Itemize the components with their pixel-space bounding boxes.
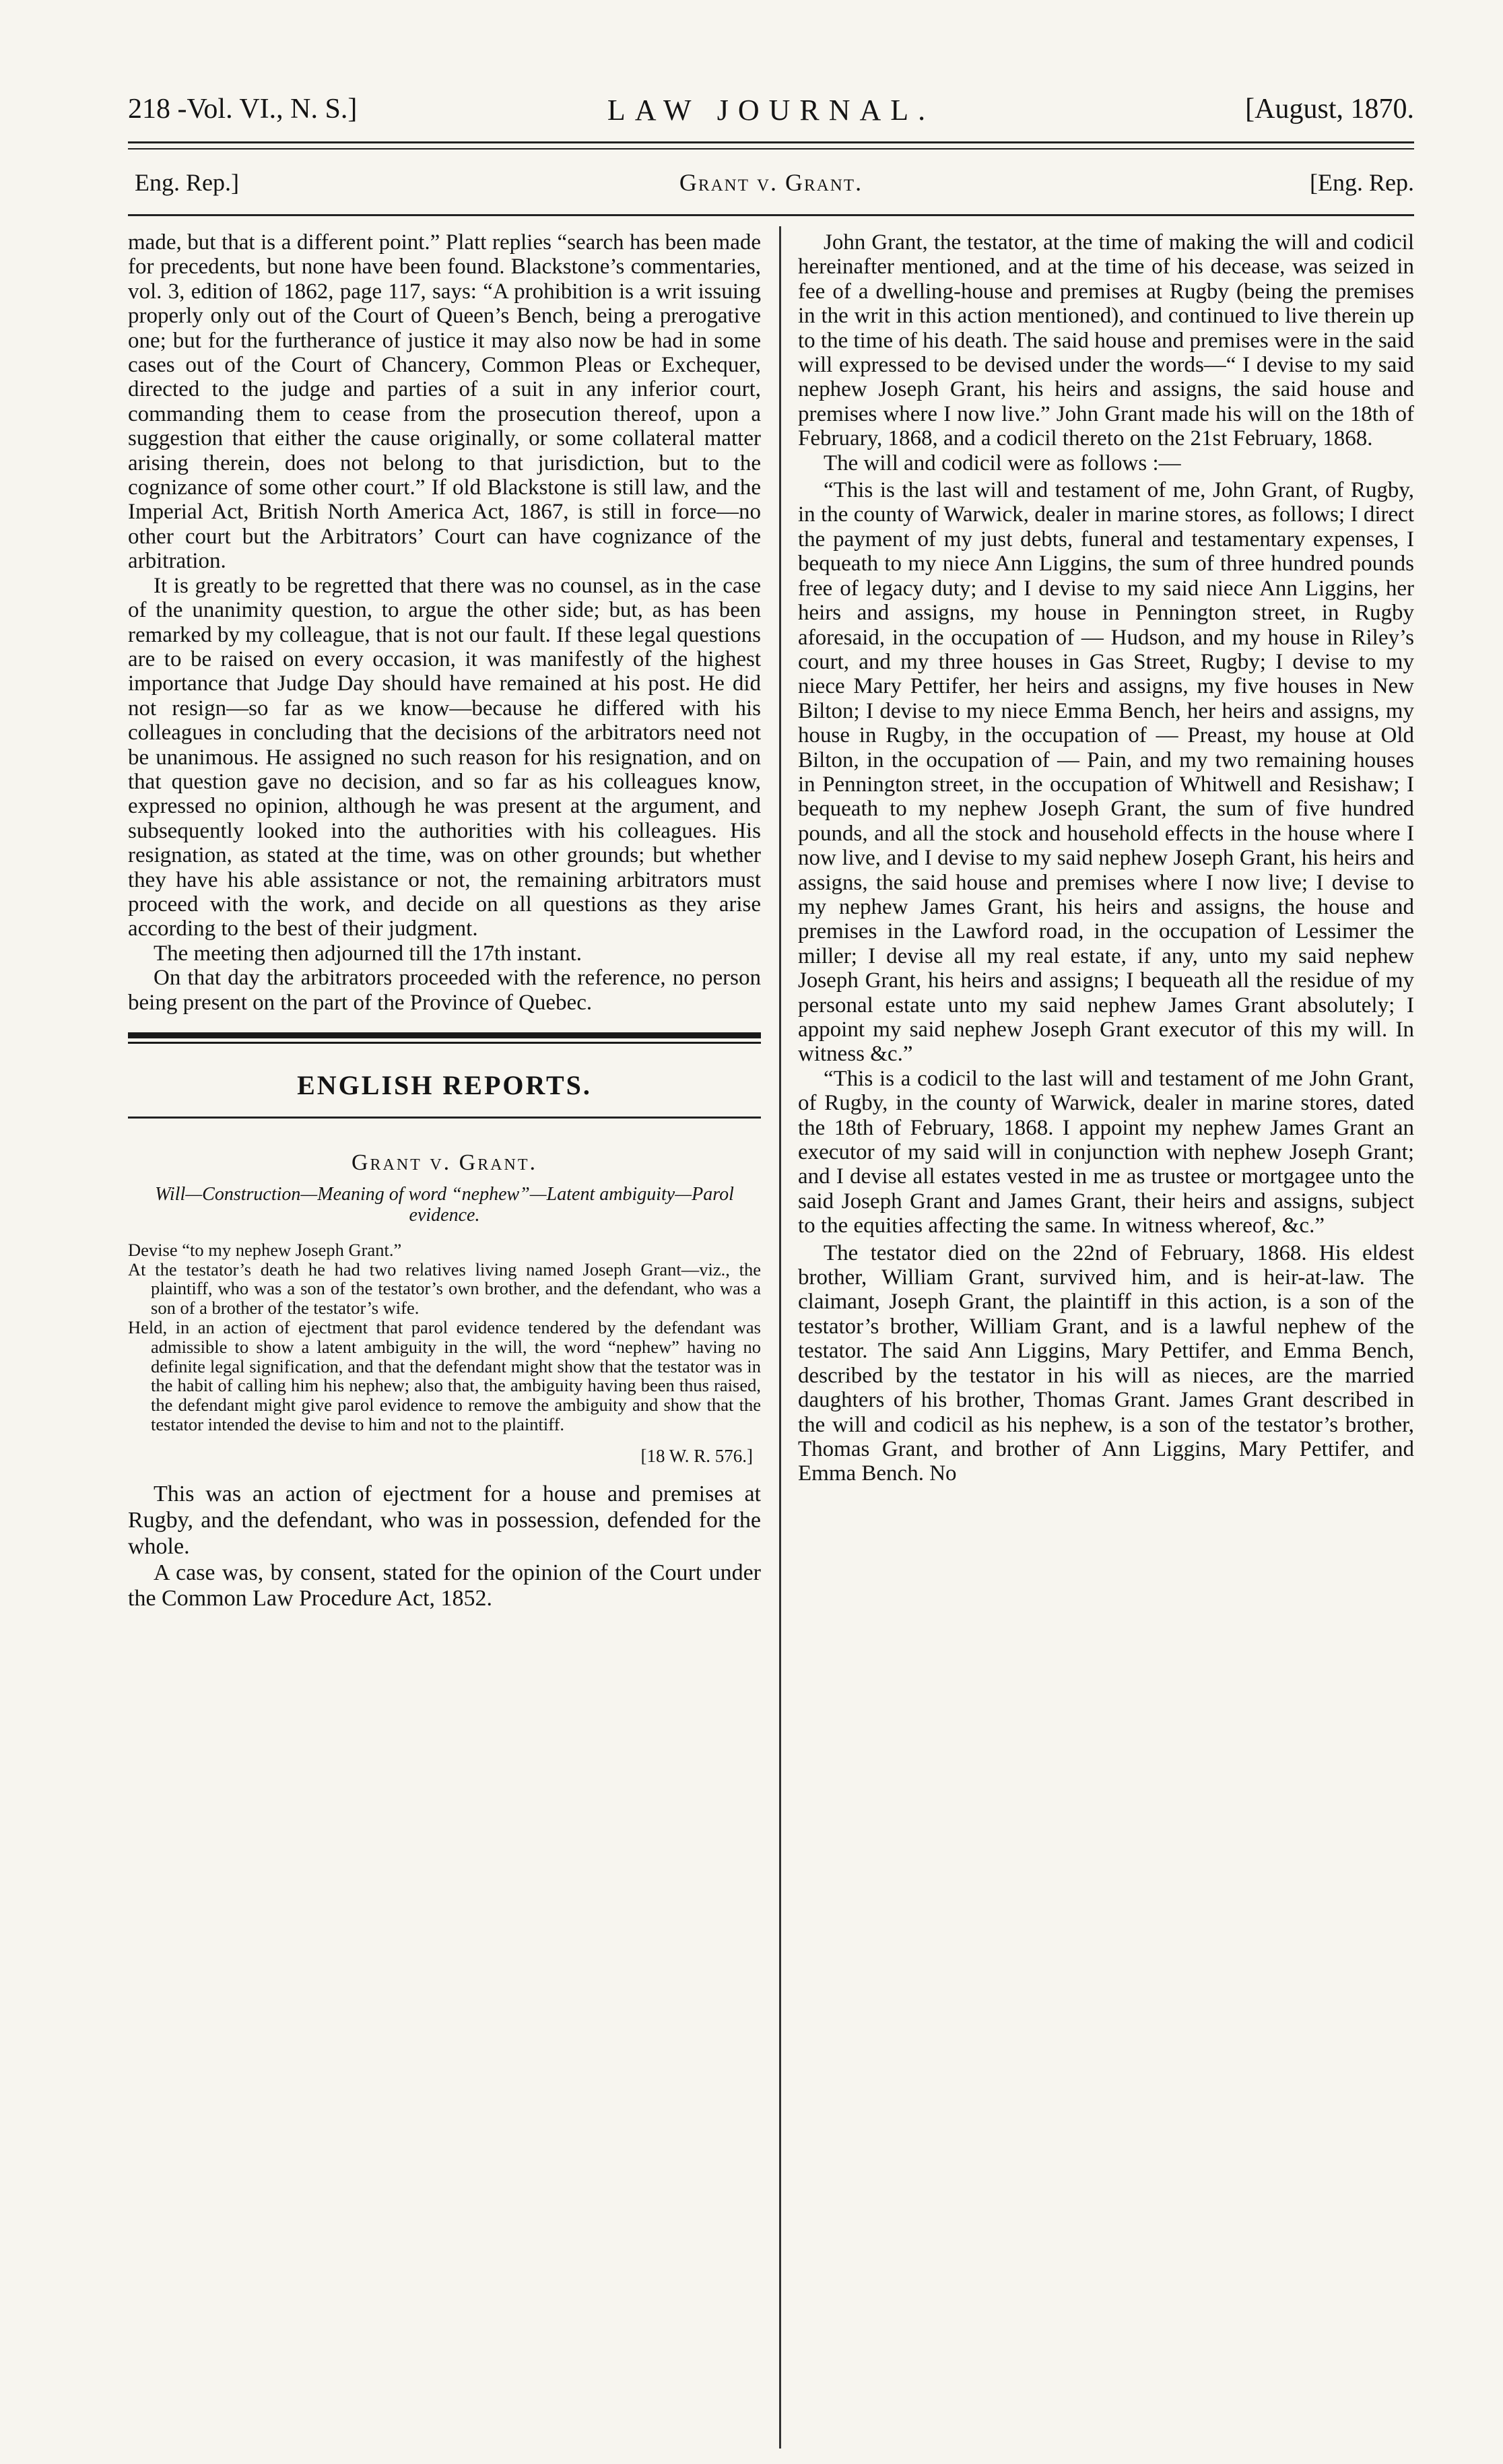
right-column <box>798 230 1414 1486</box>
section-rule <box>128 1032 761 1044</box>
case-citation: [18 W. R. 576.] <box>640 1445 753 1466</box>
left-column <box>128 230 761 1612</box>
summary-item: Held, in an action of ejectment that parol evidence tendered by the defendant was admissible to show a latent ambiguity in the will, the word “nephew” having no definite legal signification, and that the defendant might show that the testator was in the habit of calling him his nephew; also that, the ambiguity having been thus raised, the defendant might give parol evidence to remove the ambiguity and show that the testator intended the devise to him and not to the plaintiff. <box>128 1317 761 1434</box>
section-subheader <box>128 168 1414 202</box>
paragraph: The testator died on the 22nd of February, 1868. His eldest brother, William Grant, survived him, and is heir-at-law. The claimant, Joseph Grant, the plaintiff in this action, is a son of the testator’s brother, William Grant, and is a lawful nephew of the testator. The said Ann Liggins, Mary Pettifer, and Emma Bench, described by the testator in his will as nieces, are the married daughters of his brother, Thomas Grant. James Grant described in the will and codicil as his nephew, is a son of the testator’s brother, Thomas Grant, and brother of Ann Liggins, Mary Pettifer, and Emma Bench. No <box>798 1240 1414 1486</box>
case-headnote: Will—Construction—Meaning of word “nephew”—Latent ambiguity—Parol evidence. <box>155 1183 734 1226</box>
paragraph: John Grant, the testator, at the time of making the will and codicil hereinafter mentioned, and at the time of his decease, was seized in fee of a dwelling-house and premises at Rugby (being the premises in the writ in this action mentioned), and continued to live therein up to the time of his death. The said house and premises were in the said will expressed to be devised under the words—“ I devise to my said nephew Joseph Grant, his heirs and assigns, the said house and premises where I now live.” John Grant made his will on the 18th of February, 1868, and a codicil thereto on the 21st February, 1868. <box>798 230 1414 451</box>
case-body <box>128 1481 761 1612</box>
summary-item: Devise “to my nephew Joseph Grant.” <box>128 1239 402 1260</box>
section-title-rule <box>128 1117 761 1119</box>
page-volume: 218 -Vol. VI., N. S.] <box>128 94 358 125</box>
running-head <box>128 93 1414 133</box>
summary-item: At the testator’s death he had two relatives living named Joseph Grant—viz., the plaintiff, who was a son of the testator’s own brother, and the defendant, who was a son of a brother of the testator’s wife. <box>128 1259 761 1319</box>
header-rule <box>128 141 1414 149</box>
paragraph: This was an action of ejectment for a house and premises at Rugby, and the defendant, who was in possession, defended for the whole. <box>128 1481 761 1559</box>
case-title: Grant v. Grant. <box>351 1150 538 1176</box>
paragraph: The meeting then adjourned till the 17th instant. <box>154 941 582 966</box>
journal-title: LAW JOURNAL. <box>607 94 935 127</box>
subheader-case: Grant v. Grant. <box>679 169 863 196</box>
paragraph: It is greatly to be regretted that there was no counsel, as in the case of the unanimity question, to argue the other side; but, as has been remarked by my colleague, that is not our fault. If these legal questions are to be raised on every occasion, it was manifestly of the highest importance that Judge Day should have remained at his post. He did not resign—so far as we know—because he differed with his colleagues in concluding that the decisions of the arbitrators need not be unanimous. He assigned no such reason for his resignation, and on that question gave no decision, and so far as his colleagues know, expressed no opinion, although he was present at the argument, and subsequently looked into the authorities with his colleagues. His resignation, as stated at the time, was on other grounds; but whether they have his able assistance or not, the remaining arbitrators must proceed with the work, and decide on all questions as they arise according to the best of their judgment. <box>128 573 761 941</box>
paragraph: The will and codicil were as follows :— <box>824 451 1181 475</box>
subheader-right: [Eng. Rep. <box>1310 169 1414 196</box>
codicil-quote: “This is a codicil to the last will and testament of me John Grant, of Rugby, in the county of Warwick, dealer in marine stores, dated the 18th of February, 1868. I appoint my nephew James Grant an executor of my said will in conjunction with nephew Joseph Grant; and I devise all estates vested in me as trustee or mortgagee unto the said Joseph Grant and James Grant, their heirs and assigns, subject to the equities affecting the same. In witness whereof, &c.” <box>798 1066 1414 1238</box>
column-divider <box>779 226 781 2449</box>
section-title: ENGLISH REPORTS. <box>297 1070 592 1100</box>
paragraph: On that day the arbitrators proceeded with the reference, no person being present on the part of the Province of Quebec. <box>128 966 761 1015</box>
paragraph: A case was, by consent, stated for the opinion of the Court under the Common Law Procedure Act, 1852. <box>128 1560 761 1611</box>
case-summary <box>128 1240 761 1434</box>
subheader-left: Eng. Rep.] <box>135 169 239 196</box>
paragraph: made, but that is a different point.” Platt replies “search has been made for precedents, but none have been found. Blackstone’s commentaries, vol. 3, edition of 1862, page 117, says: “A prohibition is a writ issuing properly only out of the Court of Queen’s Bench, being a prerogative one; but for the furtherance of justice it may also now be had in some cases out of the Court of Chancery, Common Pleas or Exchequer, directed to the judge and parties of a suit in any inferior court, commanding them to cease from the prosecution thereof, upon a suggestion that either the cause originally, or some collateral matter arising therein, does not belong to that jurisdiction, but to the cognizance of some other court.” If old Blackstone is still law, and the Imperial Act, British North America Act, 1867, is still in force—no other court but the Arbitrators’ Court can have cognizance of the arbitration. <box>128 230 761 574</box>
subheader-rule <box>128 214 1414 216</box>
will-quote: “This is the last will and testament of me, John Grant, of Rugby, in the county of Warwick, dealer in marine stores, as follows; I direct the payment of my just debts, funeral and testamentary expenses, I bequeath to my niece Ann Liggins, the sum of three hundred pounds free of legacy duty; and I devise to my said niece Ann Liggins, her heirs and assigns, my house in Pennington street, in Rugby aforesaid, in the occupation of — Hudson, and my house in Riley’s court, and my three houses in Gas Street, Rugby; I devise to my niece Mary Pettifer, her heirs and assigns, my five houses in New Bilton; I devise to my niece Emma Bench, her heirs and assigns, my house in Rugby, in the occupation of — Preast, my house at Old Bilton, in the occupation of — Pain, and my two remaining houses in Pennington street, in the occupation of Whitwell and Resishaw; I bequeath to my nephew Joseph Grant, the sum of five hundred pounds, and all the stock and household effects in the house where I now live, and I devise to my said nephew Joseph Grant, his heirs and assigns, the said house and premises where I now live; I devise to my nephew James Grant, his heirs and assigns, the house and premises in the Lawford road, in the occupation of Lessimer the miller; I devise all my real estate, if any, unto my said nephew Joseph Grant, his heirs and assigns; I bequeath all the residue of my personal estate unto my said nephew James Grant absolutely; I appoint my said nephew Joseph Grant executor of this my will. In witness &c.” <box>798 478 1414 1067</box>
issue-date: [August, 1870. <box>1245 94 1414 125</box>
